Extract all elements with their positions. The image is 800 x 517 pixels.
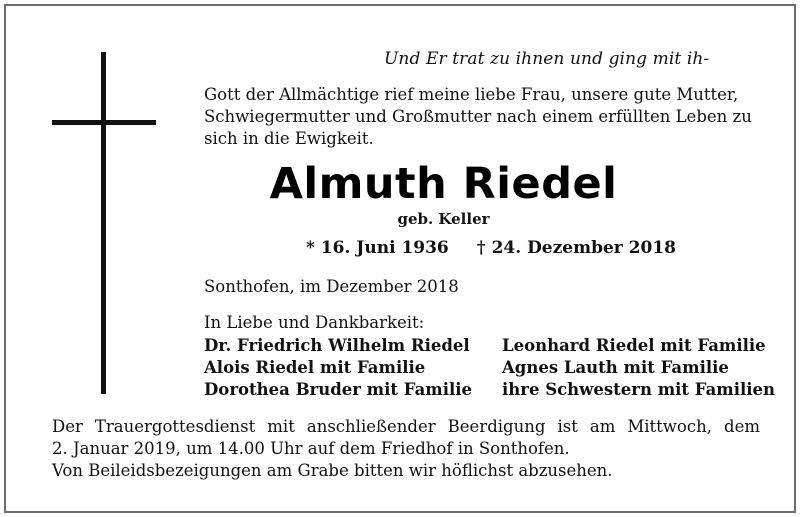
funeral-service-info [52,416,760,482]
obituary-notice [4,4,796,513]
bible-quote: Und Er trat zu ihnen und ging mit ih- [384,49,710,69]
mourner-item: Leonhard Riedel mit Familie [502,336,766,355]
service-line-1: Der Trauergottesdienst mit anschließender Beerdigung ist am Mittwoch, dem [52,417,760,436]
mourner-item: Dorothea Bruder mit Familie [204,380,473,399]
intro-text: Gott der Allmächtige rief meine liebe Frau, unsere gute Mutter, Schwiegermutter und Großmutter nach einem erfüllten Leben zu sich in die Ewigkeit. [204,85,752,148]
mourner-item: Alois Riedel mit Familie [204,358,426,377]
cross-icon-horizontal-bar [52,120,156,125]
mourners-list-left [204,335,472,401]
life-dates [306,238,676,258]
mourner-item: Agnes Lauth mit Familie [502,358,729,377]
place-and-date: Sonthofen, im Dezember 2018 [204,277,459,296]
mourner-item: Dr. Friedrich Wilhelm Riedel [204,336,470,355]
thanks-label: In Liebe und Dankbarkeit: [204,313,425,332]
mourner-item: ihre Schwestern mit Familien [502,380,776,399]
maiden-name: geb. Keller [397,210,490,228]
birth-date: * 16. Juni 1936 [306,238,449,258]
condolence-note: Von Beileidsbezeigungen am Grabe bitten wir höflichst abzusehen. [52,461,613,480]
service-line-2: 2. Januar 2019, um 14.00 Uhr auf dem Friedhof in Sonthofen. [52,439,570,458]
deceased-name: Almuth Riedel [269,159,618,209]
death-date: † 24. Dezember 2018 [476,238,676,258]
mourners-list-right [502,335,775,401]
